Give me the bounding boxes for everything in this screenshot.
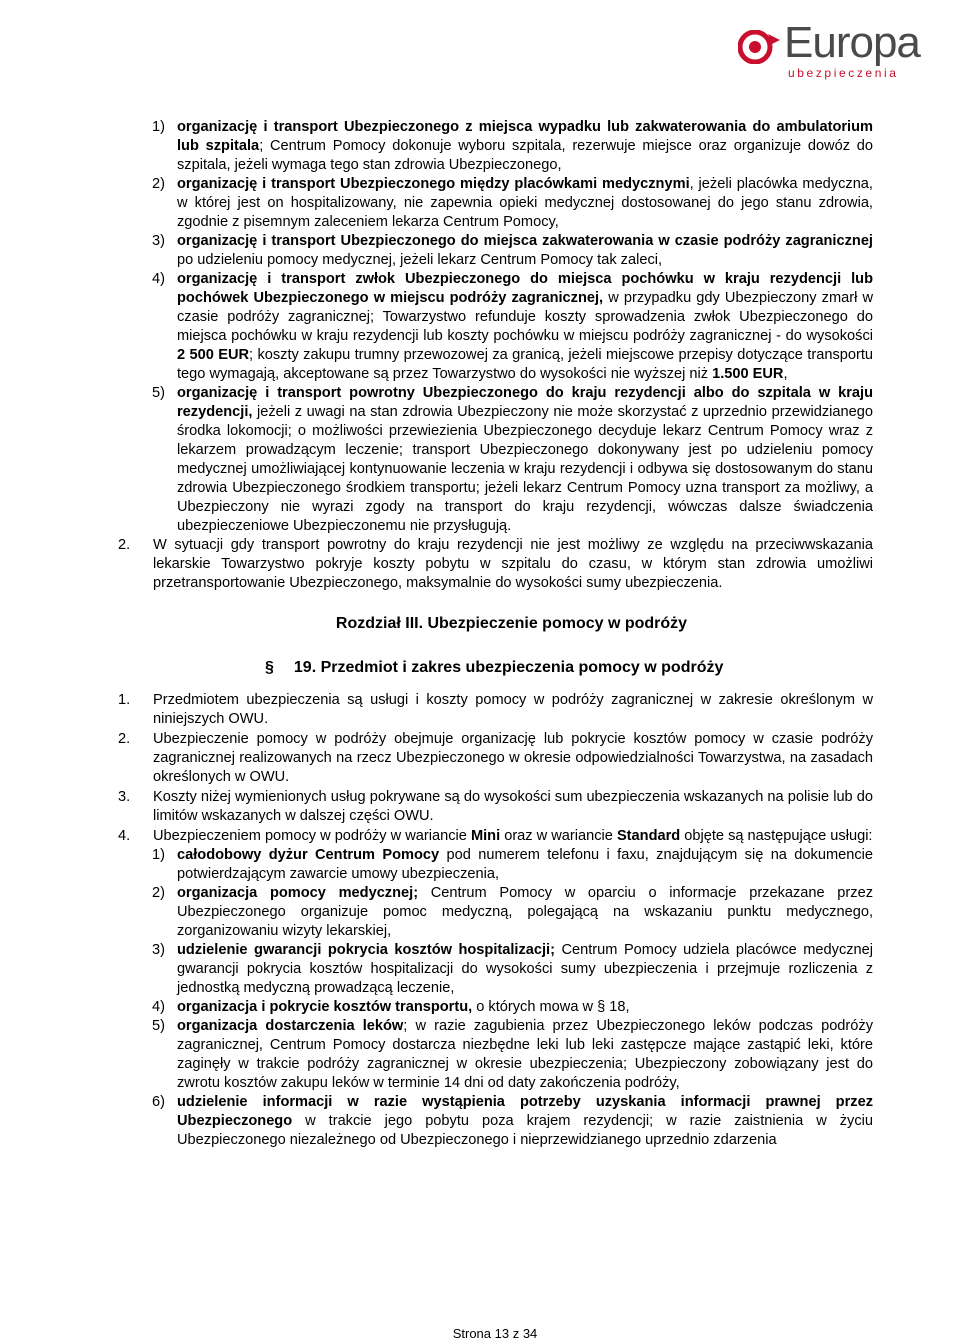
item-text: Centrum Pomocy udziela placówce medycznej gwarancji pokrycia kosztów hospitalizacji do wysokości sumy ubezpieczenia i przejmuje rozliczenia z jednostką medyczną prowadzącą leczenie, bbox=[177, 942, 874, 996]
document-body bbox=[0, 118, 960, 1150]
paragraph-text: Przedmiotem ubezpieczenia są usługi i koszty pomocy w podróży zagranicznej w zakresie określonym w niniejszych OWU. bbox=[153, 692, 873, 727]
item-bold: całodobowy dyżur Centrum Pomocy bbox=[177, 847, 440, 863]
item-text: ; w razie zagubienia przez Ubezpieczonego leków podczas podróży zagranicznej, Centrum Pomocy dostarcza niezbędne leki lub leki zastępcze mające zastąpić leki, które zaginęły w trakcie podróży zagranicznej w okresie ubezpieczenia; Ubezpieczony zobowiązany jest do zwrotu kosztów zakupu leków w terminie 14 dni od daty zakończenia podróży, bbox=[177, 1018, 873, 1091]
list-item bbox=[0, 884, 960, 941]
numbered-paragraph bbox=[0, 788, 960, 826]
item-text: po udzieleniu pomocy medycznej, jeżeli lekarz Centrum Pomocy tak zaleci, bbox=[177, 252, 663, 268]
item-text: , jeżeli placówka medyczna, w której jest on hospitalizowany, nie zapewnia opieki medycznej dostosowanej do jego stanu zdrowia, zgodnie z pisemnym zaleceniem lekarza Centrum Pomocy, bbox=[177, 176, 873, 230]
paragraph-number: 2. bbox=[118, 537, 131, 553]
paragraph-text: W sytuacji gdy transport powrotny do kraju rezydencji nie jest możliwy ze względu na przeciwwskazania lekarskie Towarzystwo pokryje koszty pobytu w szpitalu do czasu, w którym stan zdrowia umożliwi przetransportowanie Ubezpieczonego, maksymalnie do wysokości sumy ubezpieczenia. bbox=[153, 537, 873, 591]
numbered-paragraph bbox=[0, 536, 960, 593]
item-bold: 1.500 EUR bbox=[712, 366, 784, 382]
item-number: 5) bbox=[152, 385, 165, 401]
item-bold: organizację i transport powrotny Ubezpieczonego do kraju rezydencji albo do szpitala w kraju rezydencji, bbox=[177, 385, 873, 420]
item-bold: 2 500 EUR bbox=[177, 347, 250, 363]
numbered-paragraph bbox=[0, 730, 960, 787]
item-number: 3) bbox=[152, 233, 165, 249]
logo-subtitle: ubezpieczenia bbox=[788, 66, 899, 80]
item-text: pod numerem telefonu i faxu, znajdującym się na dokumencie potwierdzającym zawarcie umowy ubezpieczenia, bbox=[177, 847, 873, 882]
item-number: 6) bbox=[152, 1094, 165, 1110]
list-item bbox=[0, 941, 960, 998]
item-number: 3) bbox=[152, 942, 165, 958]
list-item bbox=[0, 118, 960, 175]
item-number: 2) bbox=[152, 176, 165, 192]
paragraph-text: objęte są następujące usługi: bbox=[680, 828, 873, 844]
item-number: 4) bbox=[152, 271, 165, 287]
paragraph-number: 3. bbox=[118, 789, 131, 805]
list-item bbox=[0, 998, 960, 1017]
item-text: o których mowa w § 18, bbox=[472, 999, 630, 1015]
item-bold: udzielenie gwarancji pokrycia kosztów hospitalizacji; bbox=[177, 942, 555, 958]
paragraph-text: oraz w wariancie bbox=[500, 828, 617, 844]
item-bold: organizację i transport Ubezpieczonego do miejsca zakwaterowania w czasie podróży zagranicznej bbox=[177, 233, 873, 249]
item-text: ; koszty zakupu trumny przewozowej za granicą, jeżeli miejscowe przepisy dotyczące transportu tego wymagają, akceptowane są przez Towarzystwo do wysokości nie wyższej niż bbox=[177, 347, 874, 382]
paragraph-number: 4. bbox=[118, 828, 131, 844]
page-footer: Strona 13 z 34 bbox=[452, 1326, 538, 1341]
item-bold: udzielenie informacji w razie wystąpienia potrzeby uzyskania informacji prawnej przez Ubezpieczonego bbox=[177, 1094, 873, 1129]
item-bold: organizację i transport Ubezpieczonego z miejsca wypadku lub zakwaterowania do ambulatorium lub szpitala bbox=[177, 119, 873, 154]
paragraph-number: 2. bbox=[118, 731, 131, 747]
paragraph-number: 1. bbox=[118, 692, 131, 708]
numbered-paragraph bbox=[0, 691, 960, 729]
list-item bbox=[0, 846, 960, 884]
item-text: jeżeli z uwagi na stan zdrowia Ubezpieczony nie może skorzystać z uprzednio przewidzianego środka lokomocji; o możliwości przewiezienia Ubezpieczonego decyduje lekarz Centrum Pomocy wraz z lekarzem prowadzącym leczenie; transport Ubezpieczonego dokonywany jest po udzieleniu pomocy medycznej umożliwiającej kontynuowanie leczenia w kraju rezydencji i odbywa się dostosowanym do stanu zdrowia Ubezpieczonego środkiem transportu; jeżeli lekarz Centrum Pomocy uzna transport za możliwy, a Ubezpieczony nie wyrazi zgody na transport do kraju rezydencji, wówczas dalsze świadczenia ubezpieczeniowe Ubezpieczonemu nie przysługują. bbox=[177, 404, 873, 534]
paragraph-text: Ubezpieczenie pomocy w podróży obejmuje organizację lub pokrycie kosztów pomocy w czasie podróży zagranicznej realizowanych na rzecz Ubezpieczonego w okresie odpowiedzialności Towarzystwa, na zasadach określonych w OWU. bbox=[153, 731, 873, 785]
list-item bbox=[0, 175, 960, 232]
item-bold: organizacja pomocy medycznej; bbox=[177, 885, 419, 901]
logo-mark-icon bbox=[738, 30, 782, 64]
paragraph-bold: Standard bbox=[616, 828, 681, 844]
list-item bbox=[0, 384, 960, 536]
item-bold: organizacja i pokrycie kosztów transportu, bbox=[177, 999, 473, 1015]
section-title: 19. Przedmiot i zakres ubezpieczenia pomocy w podróży bbox=[293, 659, 724, 676]
section-heading bbox=[0, 658, 960, 677]
item-number: 4) bbox=[152, 999, 165, 1015]
europa-logo bbox=[738, 18, 938, 82]
item-bold: organizację i transport Ubezpieczonego między placówkami medycznymi bbox=[177, 176, 690, 192]
list-item bbox=[0, 232, 960, 270]
item-bold: organizację i transport zwłok Ubezpieczonego do miejsca pochówku w kraju rezydencji lub pochówek Ubezpieczonego w miejscu podróży zagranicznej, bbox=[177, 271, 873, 306]
item-number: 1) bbox=[152, 847, 165, 863]
list-item bbox=[0, 1017, 960, 1093]
list-item bbox=[0, 270, 960, 384]
chapter-heading: Rozdział III. Ubezpieczenie pomocy w podróży bbox=[335, 615, 688, 632]
logo-wordmark: Europa bbox=[784, 18, 920, 67]
item-number: 2) bbox=[152, 885, 165, 901]
section-sign: § bbox=[265, 659, 274, 676]
item-text: w trakcie jego pobytu poza krajem rezydencji; w razie zaistnienia w życiu Ubezpieczonego niezależnego od Ubezpieczonego i nieprzewidzianego uprzednio zdarzenia bbox=[177, 1113, 873, 1148]
item-number: 5) bbox=[152, 1018, 165, 1034]
item-bold: organizacja dostarczenia leków bbox=[177, 1018, 404, 1034]
item-text: ; Centrum Pomocy dokonuje wyboru szpitala, rezerwuje miejsce oraz organizuje dowóz do szpitala, jeżeli wymaga tego stan zdrowia Ubezpieczonego, bbox=[177, 138, 874, 173]
paragraph-text: Ubezpieczeniem pomocy w podróży w wariancie bbox=[153, 828, 471, 844]
item-number: 1) bbox=[152, 119, 165, 135]
item-text: , bbox=[783, 366, 788, 382]
numbered-paragraph bbox=[0, 827, 960, 846]
paragraph-text: Koszty niżej wymienionych usług pokrywane są do wysokości sum ubezpieczenia wskazanych na polisie lub do limitów wskazanych w dalszej części OWU. bbox=[153, 789, 873, 824]
item-text: Centrum Pomocy w oparciu o informacje przekazane przez Ubezpieczonego organizuje pomoc medyczną, polegającą na wskazaniu punktu medycznego, zorganizowaniu wizyty lekarskiej, bbox=[177, 885, 873, 939]
paragraph-bold: Mini bbox=[470, 828, 501, 844]
list-item bbox=[0, 1093, 960, 1150]
item-text: w przypadku gdy Ubezpieczony zmarł w czasie podróży zagranicznej; Towarzystwo refunduje koszty sprowadzenia zwłok Ubezpieczonego do miejsca pochówku w kraju rezydencji lub koszty pochówku w miejscu podróży zagranicznej - do wysokości bbox=[177, 290, 873, 344]
